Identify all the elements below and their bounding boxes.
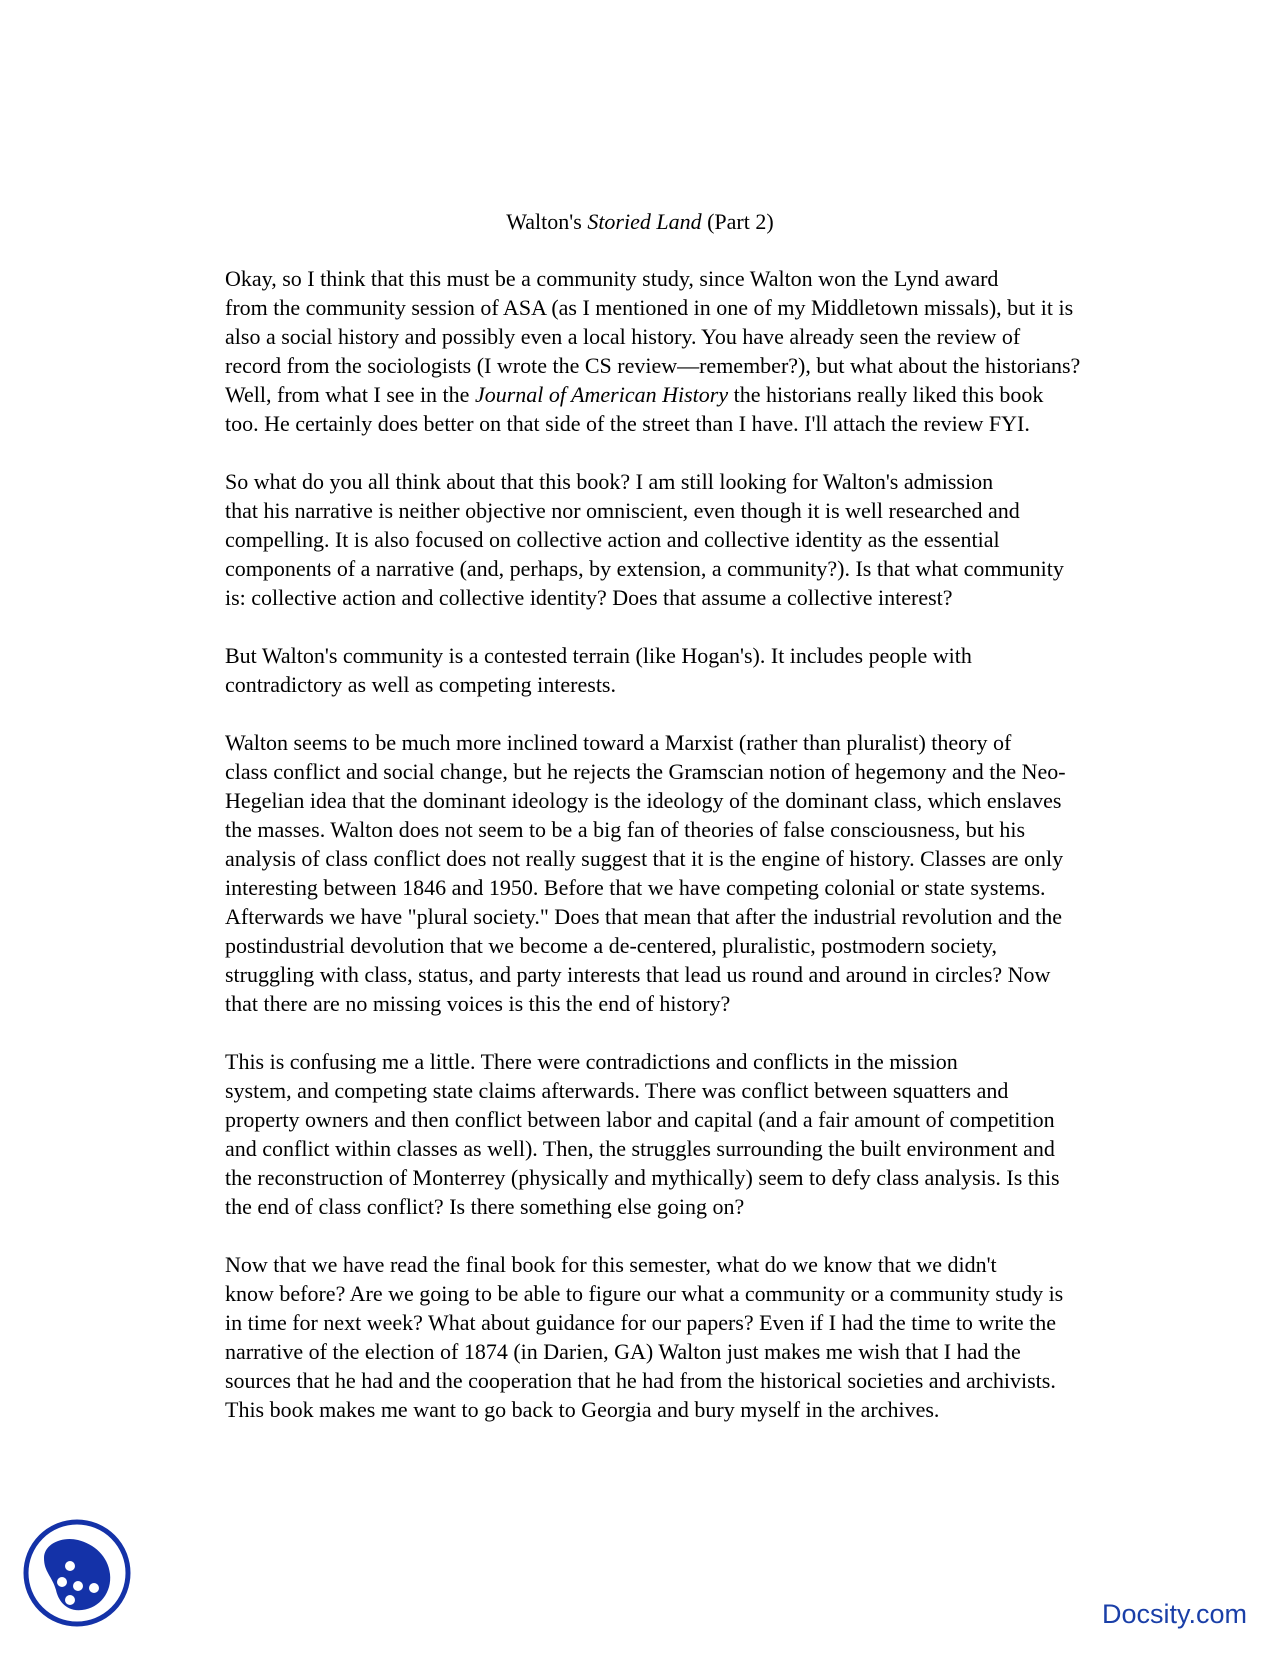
text-line: postindustrial devolution that we become a de-centered, pluralistic, postmodern society,	[225, 933, 998, 958]
text-line: Afterwards we have "plural society." Does that mean that after the industrial revolution and the	[225, 904, 1062, 929]
text-line: the end of class conflict? Is there something else going on?	[225, 1194, 745, 1219]
text-line: struggling with class, status, and party interests that lead us round and around in circles? Now	[225, 962, 1051, 987]
title-prefix: Walton's	[506, 209, 588, 234]
text-line: also a social history and possibly even a local history. You have already seen the review of	[225, 324, 1021, 349]
text-line: Walton seems to be much more inclined toward a Marxist (rather than pluralist) theory of	[225, 730, 1012, 755]
text-line: Now that we have read the final book for this semester, what do we know that we didn't	[225, 1252, 997, 1277]
paragraph-2	[151, 467, 1141, 612]
docsity-logo-icon[interactable]	[22, 1518, 132, 1628]
text-line: This is confusing me a little. There were contradictions and conflicts in the mission	[225, 1049, 958, 1074]
document-title	[0, 207, 1280, 236]
text-line: in time for next week? What about guidance for our papers? Even if I had the time to write the	[225, 1310, 1057, 1335]
docsity-brand-link[interactable]: Docsity.com	[1102, 1599, 1248, 1629]
journal-title: Journal of American History	[474, 382, 729, 407]
document-body	[151, 264, 1141, 1453]
text-line: class conflict and social change, but he rejects the Gramscian notion of hegemony and the Neo-	[225, 759, 1066, 784]
text-line: So what do you all think about that this book? I am still looking for Walton's admission	[225, 469, 994, 494]
title-italic: Storied Land	[587, 209, 702, 234]
text-line: contradictory as well as competing interests.	[225, 672, 616, 697]
text-line: interesting between 1846 and 1950. Before that we have competing colonial or state systems.	[225, 875, 1046, 900]
text-line: record from the sociologists (I wrote the CS review—remember?), but what about the historians?	[225, 353, 1081, 378]
text-line: components of a narrative (and, perhaps, by extension, a community?). Is that what community	[225, 556, 1064, 581]
paragraph-6	[151, 1250, 1141, 1424]
text-line: This book makes me want to go back to Georgia and bury myself in the archives.	[225, 1397, 940, 1422]
text-run: Well, from what I see in the	[225, 382, 475, 407]
text-line: the reconstruction of Monterrey (physically and mythically) seem to defy class analysis. Is this	[225, 1165, 1060, 1190]
text-line: narrative of the election of 1874 (in Darien, GA) Walton just makes me wish that I had the	[225, 1339, 1021, 1364]
paragraph-3	[151, 641, 1141, 699]
text-line: and conflict within classes as well). Then, the struggles surrounding the built environment and	[225, 1136, 1055, 1161]
text-line: compelling. It is also focused on collective action and collective identity as the essential	[225, 527, 1000, 552]
text-line: Hegelian idea that the dominant ideology is the ideology of the dominant class, which enslaves	[225, 788, 1062, 813]
text-line: system, and competing state claims afterwards. There was conflict between squatters and	[225, 1078, 1009, 1103]
text-line: that there are no missing voices is this the end of history?	[225, 991, 731, 1016]
text-line: that his narrative is neither objective nor omniscient, even though it is well researched and	[225, 498, 1020, 523]
text-line: the masses. Walton does not seem to be a big fan of theories of false consciousness, but his	[225, 817, 1026, 842]
text-line-mixed	[151, 380, 1141, 409]
text-line: is: collective action and collective identity? Does that assume a collective interest?	[225, 585, 953, 610]
text-run: the historians really liked this book	[728, 382, 1044, 407]
paragraph-4	[151, 728, 1141, 1018]
paragraph-1	[151, 264, 1141, 438]
text-line: sources that he had and the cooperation that he had from the historical societies and archivists.	[225, 1368, 1056, 1393]
docsity-logo-graphic	[22, 1518, 132, 1628]
text-line: analysis of class conflict does not really suggest that it is the engine of history. Classes are only	[225, 846, 1064, 871]
text-line: know before? Are we going to be able to figure our what a community or a community study is	[225, 1281, 1064, 1306]
text-line: But Walton's community is a contested terrain (like Hogan's). It includes people with	[225, 643, 972, 668]
text-line: too. He certainly does better on that side of the street than I have. I'll attach the review FYI.	[225, 411, 1030, 436]
paragraph-5	[151, 1047, 1141, 1221]
text-line: Okay, so I think that this must be a community study, since Walton won the Lynd award	[225, 266, 999, 291]
text-line: from the community session of ASA (as I mentioned in one of my Middletown missals), but it is	[225, 295, 1074, 320]
title-suffix: (Part 2)	[701, 209, 774, 234]
text-line: property owners and then conflict between labor and capital (and a fair amount of competition	[225, 1107, 1055, 1132]
